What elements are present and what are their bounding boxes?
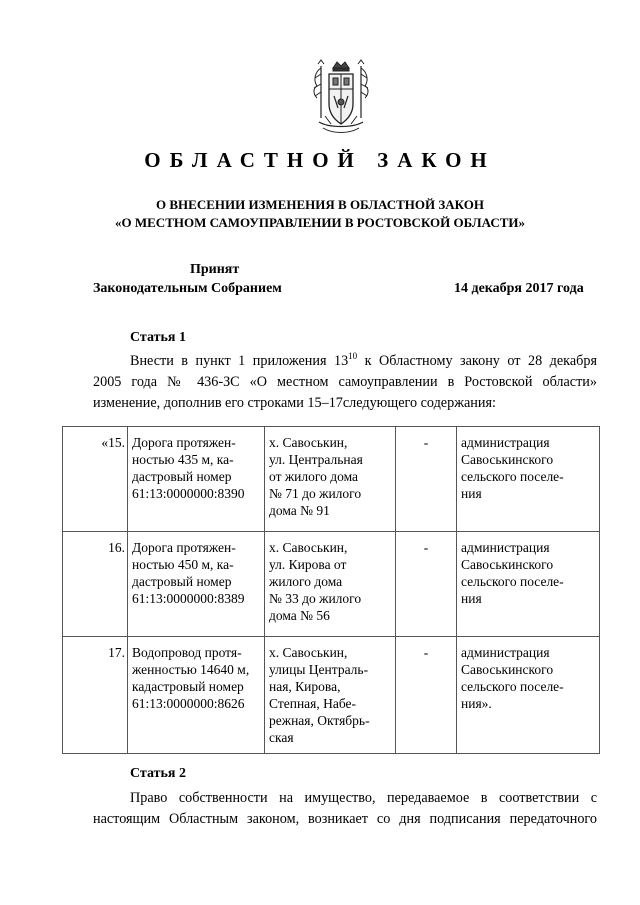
article-2-line-2: настоящим Областным законом, возникает со дня подписания передаточного — [93, 811, 597, 827]
article-1-heading: Статья 1 — [130, 330, 186, 345]
article-1-text-a: Внести в пункт 1 приложения 13 — [130, 353, 349, 369]
document-subtitle — [0, 196, 640, 232]
property-address: х. Савоськин, улицы Централь- ная, Кирова, Степная, Набе- режная, Октябрь- ская — [265, 637, 396, 754]
row-number: 16. — [63, 532, 128, 637]
article-1-text-b: к Областному закону от 28 декабря — [357, 353, 597, 369]
property-extra: - — [396, 532, 457, 637]
coat-of-arms-icon — [307, 58, 375, 138]
adopted-date: 14 декабря 2017 года — [454, 281, 584, 296]
table-row — [63, 637, 600, 754]
article-1-superscript: 10 — [348, 351, 358, 361]
property-extra: - — [396, 637, 457, 754]
property-address: х. Савоськин, ул. Центральная от жилого дома № 71 до жилого дома № 91 — [265, 427, 396, 532]
property-name: Водопровод протя- женностью 14640 м, кадастровый номер 61:13:0000000:8626 — [128, 637, 265, 754]
subtitle-line-1: О ВНЕСЕНИИ ИЗМЕНЕНИЯ В ОБЛАСТНОЙ ЗАКОН — [156, 197, 484, 212]
article-2-heading: Статья 2 — [130, 766, 186, 781]
property-extra: - — [396, 427, 457, 532]
property-owner: администрация Савоськинского сельского поселе- ния — [457, 532, 600, 637]
document-title: ОБЛАСТНОЙ ЗАКОН — [144, 148, 496, 172]
property-table — [62, 426, 600, 754]
property-owner: администрация Савоськинского сельского поселе- ния — [457, 427, 600, 532]
row-number: «15. — [63, 427, 128, 532]
property-owner: администрация Савоськинского сельского поселе- ния». — [457, 637, 600, 754]
subtitle-line-2: «О МЕСТНОМ САМОУПРАВЛЕНИИ В РОСТОВСКОЙ ОБЛАСТИ» — [115, 215, 525, 230]
property-address: х. Савоськин, ул. Кирова от жилого дома № 33 до жилого дома № 56 — [265, 532, 396, 637]
article-1-line-3: изменение, дополнив его строками 15–17следующего содержания: — [93, 395, 496, 411]
property-name: Дорога протяжен- ностью 435 м, ка- дастровый номер 61:13:0000000:8390 — [128, 427, 265, 532]
article-1-line-2: 2005 года № 436-ЗС «О местном самоуправлении в Ростовской области» — [93, 374, 597, 390]
row-number: 17. — [63, 637, 128, 754]
property-name: Дорога протяжен- ностью 450 м, ка- дастровый номер 61:13:0000000:8389 — [128, 532, 265, 637]
table-row — [63, 532, 600, 637]
table-row — [63, 427, 600, 532]
adopted-label: Принят — [190, 262, 240, 277]
adopted-by: Законодательным Собранием — [93, 281, 282, 296]
article-1-line-1 — [130, 351, 597, 371]
article-2-line-1: Право собственности на имущество, передаваемое в соответствии с — [130, 790, 597, 806]
